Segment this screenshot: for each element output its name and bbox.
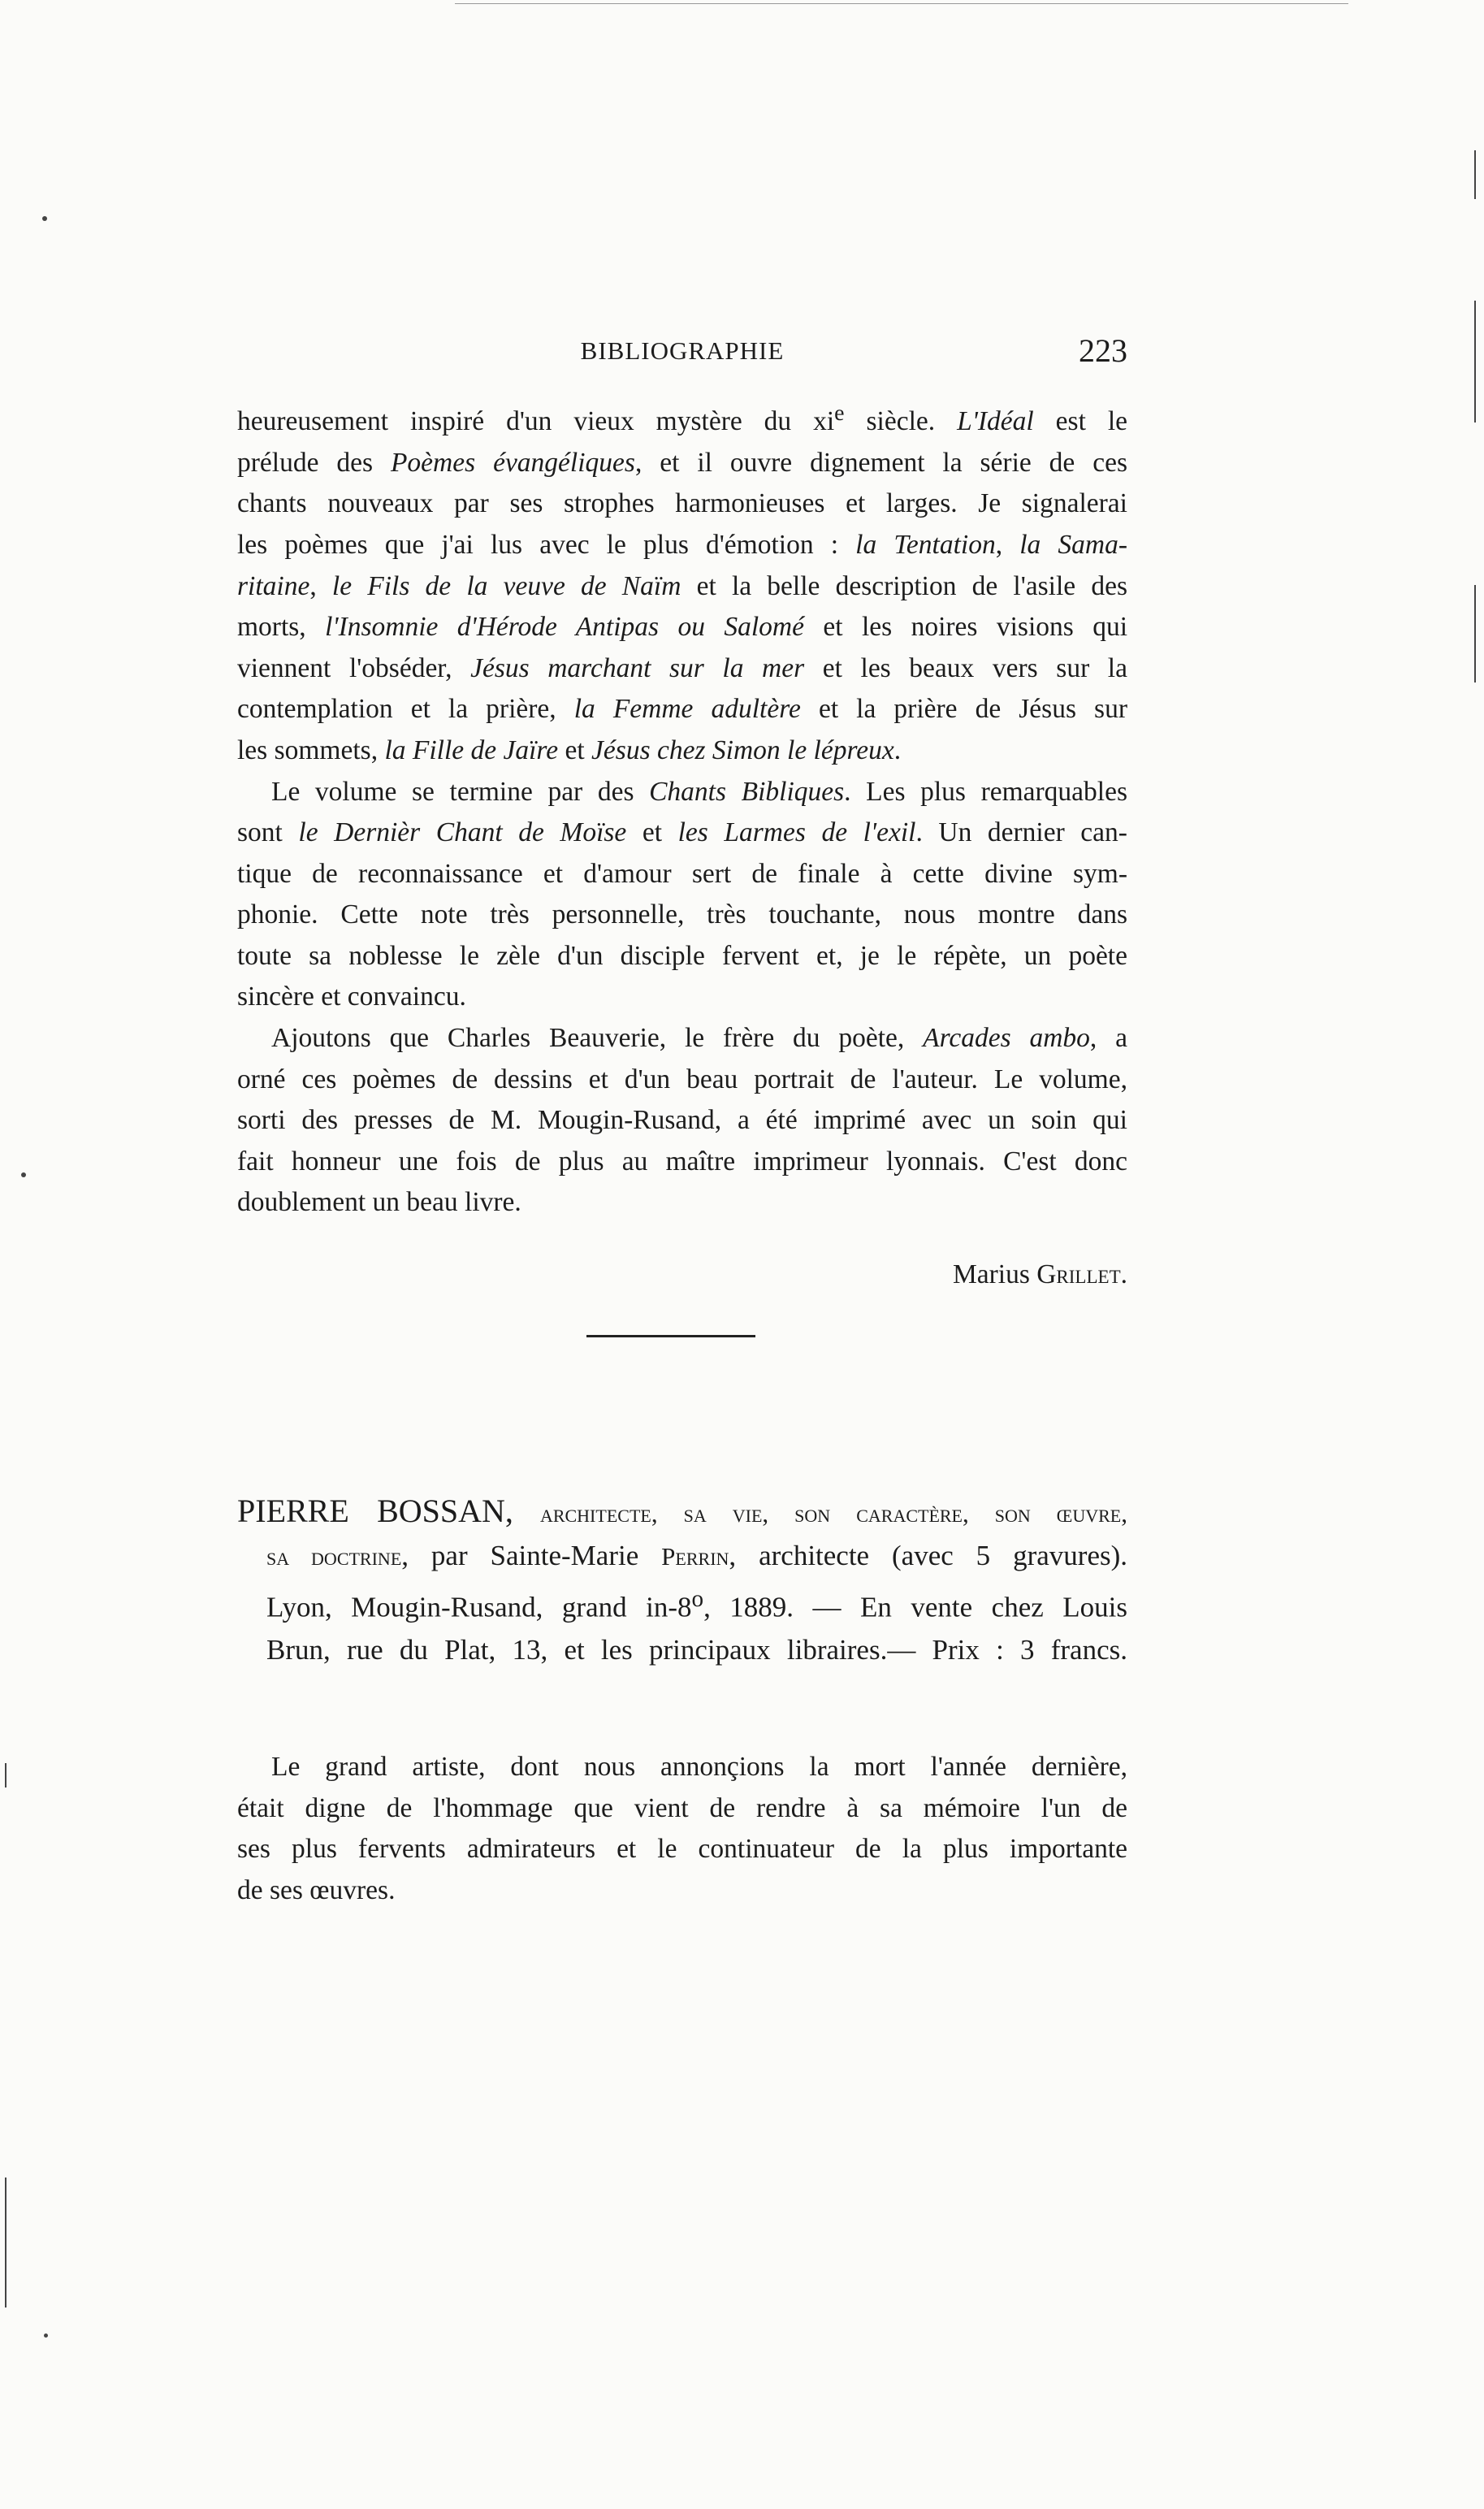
scan-edge-line [1474, 585, 1476, 682]
text-line: prélude des Poèmes évangéliques, et il ouvre dignement la série de ces [237, 447, 1127, 478]
entry-line: Brun, rue du Plat, 13, et les principaux libraires.— Prix : 3 francs. [266, 1633, 1127, 1666]
scan-edge-line [455, 3, 1348, 4]
text-line: sincère et convaincu. [237, 982, 466, 1012]
review-text-1 [237, 393, 1127, 1224]
scan-speck [21, 1172, 26, 1177]
text-line: heureusement inspiré d'un vieux mystère du $xi^e$ siècle. L'Idéal est le [237, 401, 1127, 437]
page-header [237, 332, 1127, 372]
text-line: ses plus fervents admirateurs et le continuateur de la plus importante [237, 1834, 1127, 1865]
text-line: sont le Dernièr Chant de Moïse et les Larmes de l'exil. Un dernier can- [237, 817, 1127, 848]
text-line: sorti des presses de M. Mougin-Rusand, a été imprimé avec un soin qui [237, 1105, 1127, 1136]
scan-edge-line [5, 2178, 6, 2308]
entry-line: sa doctrine, par Sainte-Marie Perrin, architecte (avec 5 gravures). [266, 1540, 1127, 1571]
author-signature: Marius Grillet. [952, 1259, 1127, 1289]
text-line: était digne de l'hommage que vient de rendre à sa mémoire l'un de [237, 1792, 1127, 1823]
scan-edge-line [1474, 301, 1476, 422]
scan-speck [42, 216, 47, 221]
entry-line: PIERRE BOSSAN, architecte, sa vie, son caractère, son œuvre, [237, 1493, 1127, 1529]
text-line: orné ces poèmes de dessins et d'un beau portrait de l'auteur. Le volume, [237, 1064, 1127, 1094]
text-line: viennent l'obséder, Jésus marchant sur la mer et les beaux vers sur la [237, 652, 1127, 683]
scan-edge-line [5, 1763, 6, 1788]
text-line: ritaine, le Fils de la veuve de Naïm et la belle description de l'asile des [237, 570, 1127, 601]
text-line: Ajoutons que Charles Beauverie, le frère du poète, Arcades ambo, a [271, 1023, 1127, 1054]
text-line: tique de reconnaissance et d'amour sert de finale à cette divine sym- [237, 858, 1127, 889]
text-line: fait honneur une fois de plus au maître imprimeur lyonnais. C'est donc [237, 1146, 1127, 1176]
entry-line: Lyon, Mougin-Rusand, grand in-8$^o$, 1889. — En vente chez Louis [266, 1586, 1127, 1623]
text-line: de ses œuvres. [237, 1874, 396, 1905]
text-line: doublement un beau livre. [237, 1187, 521, 1218]
section-divider [586, 1335, 755, 1337]
page-number: 223 [1079, 332, 1127, 369]
text-line: contemplation et la prière, la Femme adultère et la prière de Jésus sur [237, 694, 1127, 725]
text-line: Le grand artiste, dont nous annonçions la mort l'année dernière, [271, 1752, 1127, 1782]
text-line: phonie. Cette note très personnelle, très touchante, nous montre dans [237, 899, 1127, 930]
text-line: toute sa noblesse le zèle d'un disciple fervent et, je le répète, un poète [237, 940, 1127, 971]
text-line: Le volume se termine par des Chants Bibliques. Les plus remarquables [271, 776, 1127, 807]
text-line: les sommets, la Fille de Jaïre et Jésus chez Simon le lépreux. [237, 734, 902, 765]
scan-speck [44, 2334, 48, 2338]
scan-edge-line [1474, 150, 1476, 199]
review-text-2 [237, 1747, 1127, 1911]
text-line: chants nouveaux par ses strophes harmonieuses et larges. Je signalerai [237, 488, 1127, 519]
text-line: les poèmes que j'ai lus avec le plus d'émotion : la Tentation, la Sama- [237, 529, 1127, 560]
text-line: morts, l'Insomnie d'Hérode Antipas ou Salomé et les noires visions qui [237, 612, 1127, 643]
bibliographic-entry [237, 1490, 1127, 1671]
running-title: BIBLIOGRAPHIE [580, 336, 785, 365]
